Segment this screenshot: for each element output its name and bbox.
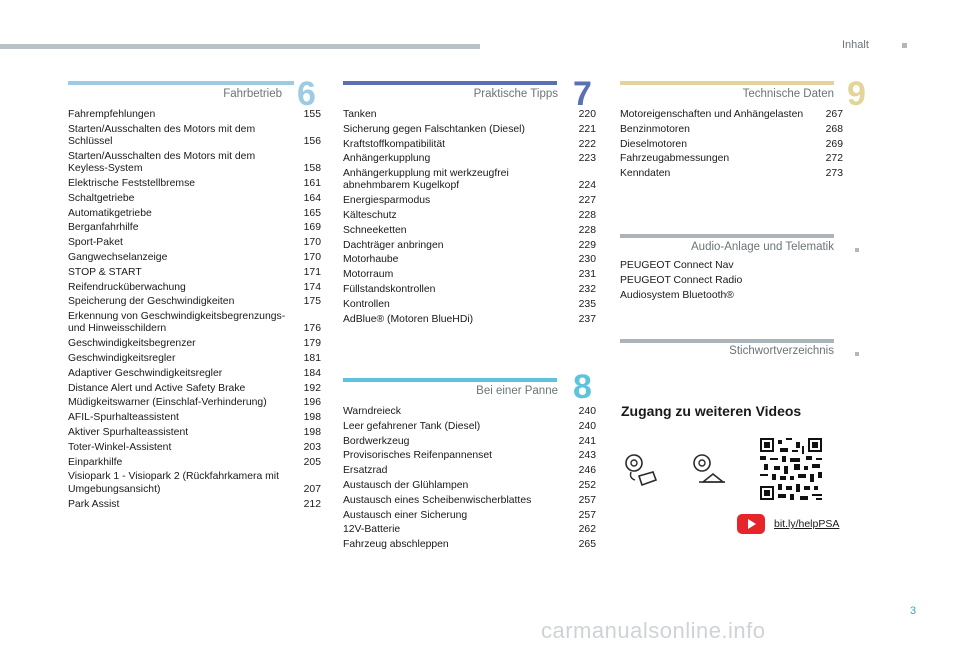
toc-entry[interactable] — [68, 151, 321, 176]
toc-entry-page: 262 — [578, 524, 596, 536]
toc-entry-title: Distance Alert und Active Safety Brake — [68, 382, 246, 394]
toc-entry[interactable] — [68, 383, 321, 395]
toc-entry-title: Benzinmotoren — [620, 123, 690, 135]
toc-entry-page: 268 — [825, 123, 843, 135]
toc-entry-title: Kenndaten — [620, 168, 671, 180]
qr-code-icon[interactable] — [760, 438, 822, 500]
toc-entry[interactable] — [343, 254, 596, 266]
toc-entry-title: Ersatzrad — [343, 465, 388, 477]
toc-entry-page: 155 — [303, 109, 321, 120]
toc-entry-title: Visiopark 1 - Visiopark 2 (Rückfahrkamera mit Umgebungsansicht) — [68, 471, 279, 495]
toc-entry-title: Füllstandskontrollen — [343, 284, 436, 296]
watermark-text: carmanualsonline.info — [541, 618, 766, 643]
toc-entry-page: 224 — [578, 180, 596, 192]
toc-entry-page: 171 — [303, 266, 321, 278]
contents-label[interactable]: Inhalt — [842, 39, 869, 51]
toc-entry[interactable] — [620, 124, 843, 136]
toc-entry[interactable] — [343, 524, 596, 536]
toc-entry[interactable] — [343, 139, 596, 151]
toc-entry[interactable] — [343, 124, 596, 136]
toc-entry-title: Kontrollen — [343, 298, 390, 310]
toc-entry-title: Sport-Paket — [68, 237, 123, 249]
section-number: 9 — [847, 75, 866, 113]
section-bar — [620, 81, 834, 85]
toc-entry[interactable] — [68, 338, 321, 350]
help-videos-link[interactable]: bit.ly/helpPSA — [774, 518, 840, 530]
toc-entry-title: Motorraum — [343, 269, 394, 281]
toc-entry-page: 265 — [578, 539, 596, 551]
toc-entry-page: 158 — [303, 163, 321, 175]
toc-entry-title: Starten/Ausschalten des Motors mit dem Schlüssel — [68, 123, 256, 148]
toc-entry[interactable] — [68, 368, 321, 380]
toc-entry-title: Fahrzeugabmessungen — [620, 153, 730, 165]
toc-entry[interactable] — [68, 397, 321, 409]
toc-entry-title: Leer gefahrener Tank (Diesel) — [343, 420, 481, 432]
videos-heading: Zugang zu weiteren Videos — [621, 403, 802, 419]
toc-entry[interactable] — [68, 296, 321, 308]
toc-entry-page: 221 — [578, 123, 596, 135]
toc-entry-title: Toter-Winkel-Assistent — [68, 441, 172, 453]
toc-entry-page: 184 — [303, 367, 321, 379]
toc-entry[interactable] — [343, 510, 596, 522]
toc-entry-title: Sicherung gegen Falschtanken (Diesel) — [343, 123, 525, 135]
toc-entry[interactable] — [620, 290, 840, 302]
toc-entry[interactable] — [343, 421, 596, 433]
toc-entry[interactable] — [620, 260, 840, 272]
toc-entry-title: Automatikgetriebe — [68, 207, 152, 219]
toc-list-technische-daten — [620, 109, 843, 183]
toc-entry-title: Audiosystem Bluetooth® — [620, 289, 734, 301]
toc-entry-title: Austausch eines Scheibenwischerblattes — [343, 494, 532, 506]
toc-entry[interactable] — [343, 299, 596, 311]
toc-entry-title: Anhängerkupplung mit werkzeugfrei abnehmbarem Kugelkopf — [343, 168, 509, 192]
section-bar — [68, 81, 294, 85]
toc-entry[interactable] — [68, 222, 321, 234]
toc-entry[interactable] — [68, 252, 321, 264]
toc-entry-page: 156 — [303, 136, 321, 148]
toc-entry[interactable] — [68, 427, 321, 439]
toc-entry[interactable] — [343, 450, 596, 462]
toc-entry-page: 176 — [303, 323, 321, 335]
toc-entry-title: AdBlue® (Motoren BlueHDi) — [343, 313, 474, 325]
toc-entry[interactable] — [343, 436, 596, 448]
toc-entry-page: 229 — [578, 239, 596, 251]
toc-entry-page: 170 — [303, 251, 321, 263]
wheel-service-icon — [621, 452, 657, 488]
toc-entry-title: Einparkhilfe — [68, 456, 123, 468]
section-title: Bei einer Panne — [476, 385, 558, 397]
toc-entry[interactable] — [343, 153, 596, 165]
toc-entry[interactable] — [343, 210, 596, 222]
toc-entry-title: Dachträger anbringen — [343, 239, 444, 251]
toc-entry-title: Anhängerkupplung — [343, 153, 431, 165]
toc-entry-title: 12V-Batterie — [343, 524, 401, 536]
car-jack-icon — [691, 452, 727, 488]
toc-entry-title: Motorhaube — [343, 254, 399, 266]
toc-entry-page: 227 — [578, 195, 596, 207]
toc-entry[interactable] — [620, 109, 843, 121]
toc-entry[interactable] — [68, 208, 321, 220]
toc-entry[interactable] — [68, 109, 321, 121]
toc-entry-page: 212 — [303, 498, 321, 510]
toc-entry-page: 240 — [578, 406, 596, 417]
toc-entry-title: Geschwindigkeitsregler — [68, 353, 176, 365]
toc-entry-page: 161 — [303, 177, 321, 189]
toc-entry-title: Müdigkeitswarner (Einschlaf-Verhinderung) — [68, 397, 267, 409]
toc-entry-title: Adaptiver Geschwindigkeitsregler — [68, 367, 223, 379]
toc-entry-page: 228 — [578, 210, 596, 222]
toc-entry-title: Warndreieck — [343, 406, 401, 417]
toc-entry-title: Dieselmotoren — [620, 138, 687, 150]
toc-entry-page: 164 — [303, 192, 321, 204]
toc-entry-title: Schaltgetriebe — [68, 192, 135, 204]
toc-entry[interactable] — [68, 311, 321, 336]
toc-entry[interactable] — [343, 240, 596, 252]
toc-entry[interactable] — [343, 109, 596, 121]
toc-entry-title: Energiesparmodus — [343, 195, 431, 207]
toc-entry-title: Speicherung der Geschwindigkeiten — [68, 296, 235, 308]
section-title: Praktische Tipps — [473, 88, 558, 100]
toc-entry-page: 269 — [825, 138, 843, 150]
toc-entry-title: Park Assist — [68, 498, 120, 510]
section-title: Stichwortverzeichnis — [729, 345, 834, 357]
toc-entry-page: 243 — [578, 450, 596, 462]
toc-entry-title: PEUGEOT Connect Radio — [620, 274, 743, 286]
toc-entry-title: Erkennung von Geschwindigkeitsbegrenzungs- und Hinweisschildern — [68, 311, 286, 335]
toc-list-fahrbetrieb — [68, 109, 321, 513]
toc-entry[interactable] — [343, 480, 596, 492]
toc-entry-page: 207 — [303, 483, 321, 495]
toc-entry-page: 228 — [578, 224, 596, 236]
toc-entry-title: Fahrempfehlungen — [68, 109, 156, 120]
toc-entry-page: 252 — [578, 479, 596, 491]
toc-entry[interactable] — [68, 471, 321, 496]
section-bar — [343, 81, 557, 85]
toc-entry[interactable] — [343, 168, 596, 193]
top-progress-bar — [0, 44, 480, 49]
toc-entry[interactable] — [68, 178, 321, 190]
toc-entry[interactable] — [68, 237, 321, 249]
toc-entry-page: 230 — [578, 254, 596, 266]
toc-entry-title: Tanken — [343, 109, 377, 120]
toc-entry[interactable] — [68, 193, 321, 205]
toc-entry-title: Austausch einer Sicherung — [343, 509, 468, 521]
toc-entry-page: 198 — [303, 412, 321, 424]
section-title: Fahrbetrieb — [223, 88, 282, 100]
section-marker — [855, 352, 859, 356]
toc-entry[interactable] — [620, 139, 843, 151]
section-number: 7 — [573, 75, 592, 113]
toc-entry-title: Elektrische Feststellbremse — [68, 177, 196, 189]
toc-entry-page: 165 — [303, 207, 321, 219]
toc-entry[interactable] — [68, 499, 321, 511]
toc-entry-page: 192 — [303, 382, 321, 394]
toc-entry-page: 169 — [303, 222, 321, 234]
page-number: 3 — [910, 605, 917, 617]
toc-entry-page: 181 — [303, 353, 321, 365]
toc-entry-title: Aktiver Spurhalteassistent — [68, 427, 189, 439]
toc-entry-page: 241 — [578, 435, 596, 447]
section-title: Technische Daten — [742, 88, 834, 100]
toc-entry-page: 237 — [578, 313, 596, 325]
toc-entry-page: 203 — [303, 441, 321, 453]
toc-entry-page: 223 — [578, 153, 596, 165]
contents-marker — [902, 43, 907, 48]
toc-entry-page: 196 — [303, 397, 321, 409]
toc-entry-page: 179 — [303, 338, 321, 350]
toc-entry-title: STOP & START — [68, 266, 142, 278]
section-number: 6 — [297, 75, 316, 113]
toc-entry-title: Fahrzeug abschleppen — [343, 539, 449, 551]
section-bar — [620, 234, 834, 238]
toc-entry-page: 175 — [303, 296, 321, 308]
toc-entry-title: AFIL-Spurhalteassistent — [68, 412, 179, 424]
toc-entry[interactable] — [620, 153, 843, 165]
toc-entry-page: 222 — [578, 138, 596, 150]
toc-entry-title: Gangwechselanzeige — [68, 251, 168, 263]
toc-entry-page: 205 — [303, 456, 321, 468]
toc-entry-page: 257 — [578, 509, 596, 521]
toc-entry-page: 174 — [303, 281, 321, 293]
toc-entry-page: 246 — [578, 465, 596, 477]
toc-entry[interactable] — [68, 457, 321, 469]
toc-list-praktische-tipps — [343, 109, 596, 328]
toc-entry[interactable] — [68, 124, 321, 149]
toc-entry[interactable] — [68, 442, 321, 454]
toc-entry-title: Bordwerkzeug — [343, 435, 410, 447]
toc-list-bei-einer-panne — [343, 406, 596, 554]
section-bar — [343, 378, 557, 382]
toc-entry[interactable] — [343, 195, 596, 207]
toc-entry-page: 170 — [303, 237, 321, 249]
toc-entry-page: 235 — [578, 298, 596, 310]
toc-entry[interactable] — [620, 275, 840, 287]
section-title: Audio-Anlage und Telematik — [691, 241, 834, 253]
toc-entry-title: Reifendrucküberwachung — [68, 281, 186, 293]
toc-entry[interactable] — [343, 406, 596, 418]
toc-entry[interactable] — [343, 539, 596, 551]
toc-entry[interactable] — [620, 168, 843, 180]
toc-entry-page: 257 — [578, 494, 596, 506]
toc-entry-title: Starten/Ausschalten des Motors mit dem Keyless-System — [68, 150, 256, 175]
toc-entry[interactable] — [343, 225, 596, 237]
toc-entry-title: Geschwindigkeitsbegrenzer — [68, 338, 196, 350]
toc-entry-title: Kälteschutz — [343, 210, 397, 222]
toc-entry[interactable] — [68, 353, 321, 365]
toc-entry-page: 267 — [825, 109, 843, 120]
toc-entry-page: 273 — [825, 168, 843, 180]
toc-entry[interactable] — [343, 284, 596, 296]
section-bar — [620, 339, 834, 343]
toc-entry-page: 220 — [578, 109, 596, 120]
toc-entry-page: 231 — [578, 269, 596, 281]
toc-entry-title: Provisorisches Reifenpannenset — [343, 450, 493, 462]
toc-entry-title: Motoreigenschaften und Anhängelasten — [620, 109, 804, 120]
toc-entry-page: 198 — [303, 427, 321, 439]
toc-entry[interactable] — [343, 495, 596, 507]
youtube-icon[interactable] — [737, 514, 765, 534]
toc-entry-title: Kraftstoffkompatibilität — [343, 138, 446, 150]
toc-entry-page: 240 — [578, 420, 596, 432]
toc-entry-title: PEUGEOT Connect Nav — [620, 260, 734, 271]
toc-entry-title: Schneeketten — [343, 224, 407, 236]
toc-entry[interactable] — [343, 269, 596, 281]
toc-entry[interactable] — [68, 267, 321, 279]
toc-entry[interactable] — [343, 465, 596, 477]
toc-list-audio-telematik — [620, 260, 840, 304]
toc-entry[interactable] — [343, 314, 596, 326]
toc-entry[interactable] — [68, 412, 321, 424]
toc-entry-title: Austausch der Glühlampen — [343, 479, 469, 491]
toc-entry-title: Berganfahrhilfe — [68, 222, 139, 234]
toc-entry[interactable] — [68, 282, 321, 294]
toc-entry-page: 232 — [578, 284, 596, 296]
toc-entry-page: 272 — [825, 153, 843, 165]
section-number: 8 — [573, 368, 592, 406]
section-marker — [855, 248, 859, 252]
